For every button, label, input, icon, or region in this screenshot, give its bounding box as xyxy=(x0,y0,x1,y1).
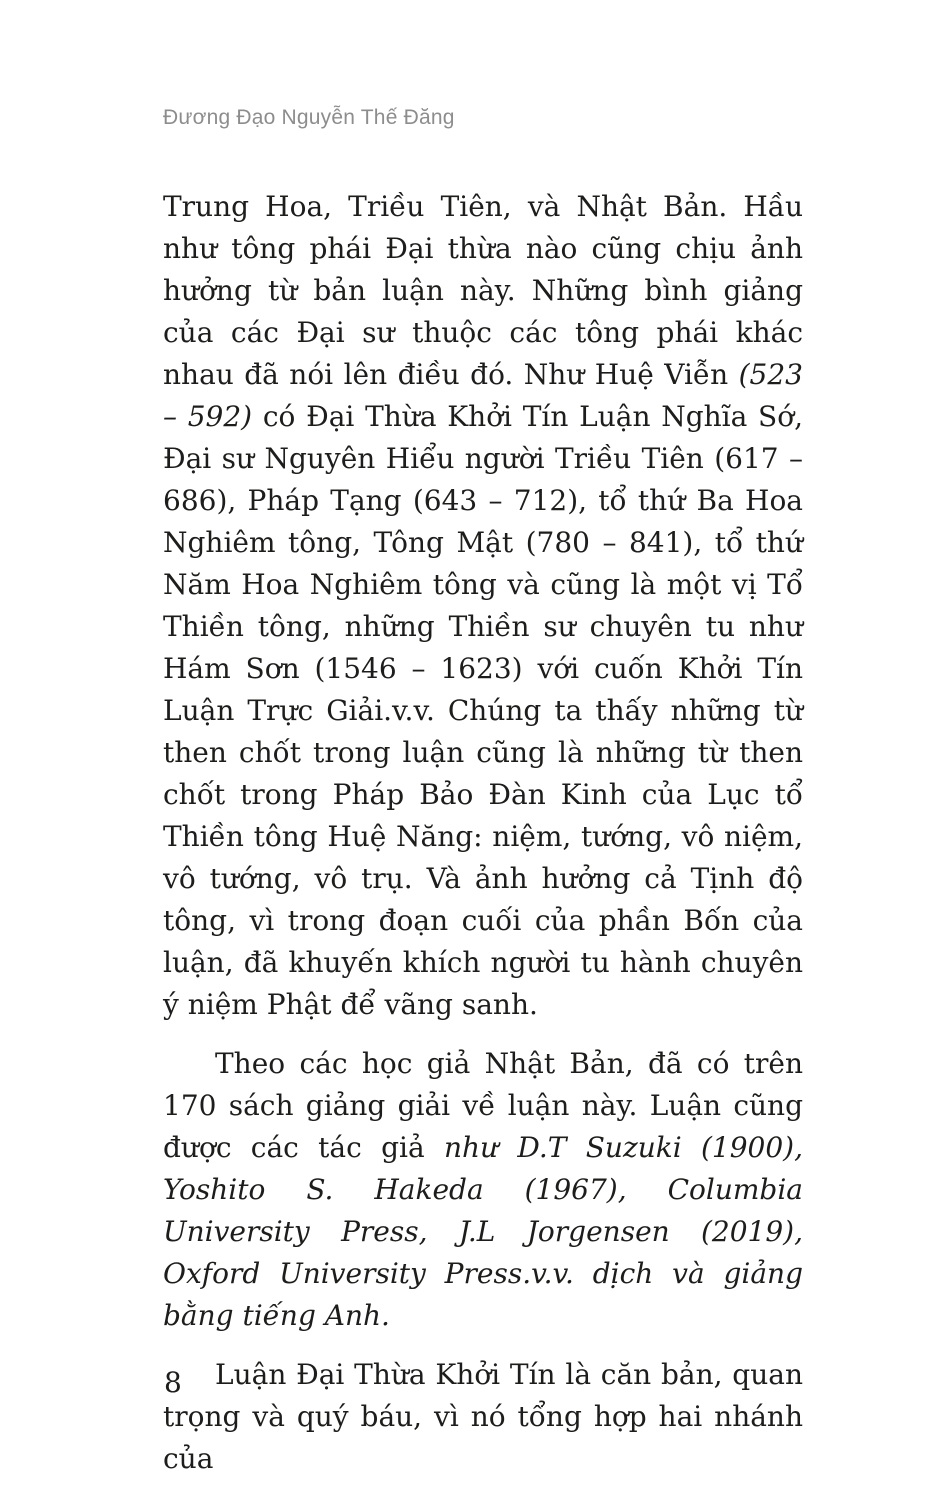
body-text xyxy=(163,186,803,1495)
text-run: Trung Hoa, Triều Tiên, và Nhật Bản. Hầu như tông phái Đại thừa nào cũng chịu ảnh hưởng từ bản luận này. Những bình giảng của các Đại sư thuộc các tông phái khác nhau đã nói lên điều đó. Như Huệ Viễn xyxy=(163,190,803,391)
page-number: 8 xyxy=(164,1366,182,1399)
running-header: Đương Đạo Nguyễn Thế Đăng xyxy=(163,106,455,129)
paragraph xyxy=(163,1043,803,1337)
italic-text-run: (523 – 592) xyxy=(163,358,803,433)
paragraph xyxy=(163,186,803,1026)
italic-text-run: như D.T Suzuki (1900), Yoshito S. Hakeda (1967), Columbia University Press, J.L Jorgensen (2019), Oxford University Press.v.v. dịch và giảng bằng tiếng Anh. xyxy=(163,1131,803,1332)
paragraph xyxy=(163,1354,803,1480)
text-run: Luận Đại Thừa Khởi Tín là căn bản, quan trọng và quý báu, vì nó tổng hợp hai nhánh của xyxy=(163,1358,803,1475)
text-run: có Đại Thừa Khởi Tín Luận Nghĩa Sớ, Đại sư Nguyên Hiểu người Triều Tiên (617 – 686), Pháp Tạng (643 – 712), tổ thứ Ba Hoa Nghiêm tông, Tông Mật (780 – 841), tổ thứ Năm Hoa Nghiêm tông và cũng là một vị Tổ Thiền tông, những Thiền sư chuyên tu như Hám Sơn (1546 – 1623) với cuốn Khởi Tín Luận Trực Giải.v.v. Chúng ta thấy những từ then chốt trong luận cũng là những từ then chốt trong Pháp Bảo Đàn Kinh của Lục tổ Thiền tông Huệ Năng: niệm, tướng, vô niệm, vô tướng, vô trụ. Và ảnh hưởng cả Tịnh độ tông, vì trong đoạn cuối của phần Bốn của luận, đã khuyến khích người tu hành chuyên ý niệm Phật để vãng sanh. xyxy=(163,400,803,1021)
text-run: Theo các học giả Nhật Bản, đã có trên 170 sách giảng giải về luận này. Luận cũng được các tác giả xyxy=(163,1047,803,1164)
